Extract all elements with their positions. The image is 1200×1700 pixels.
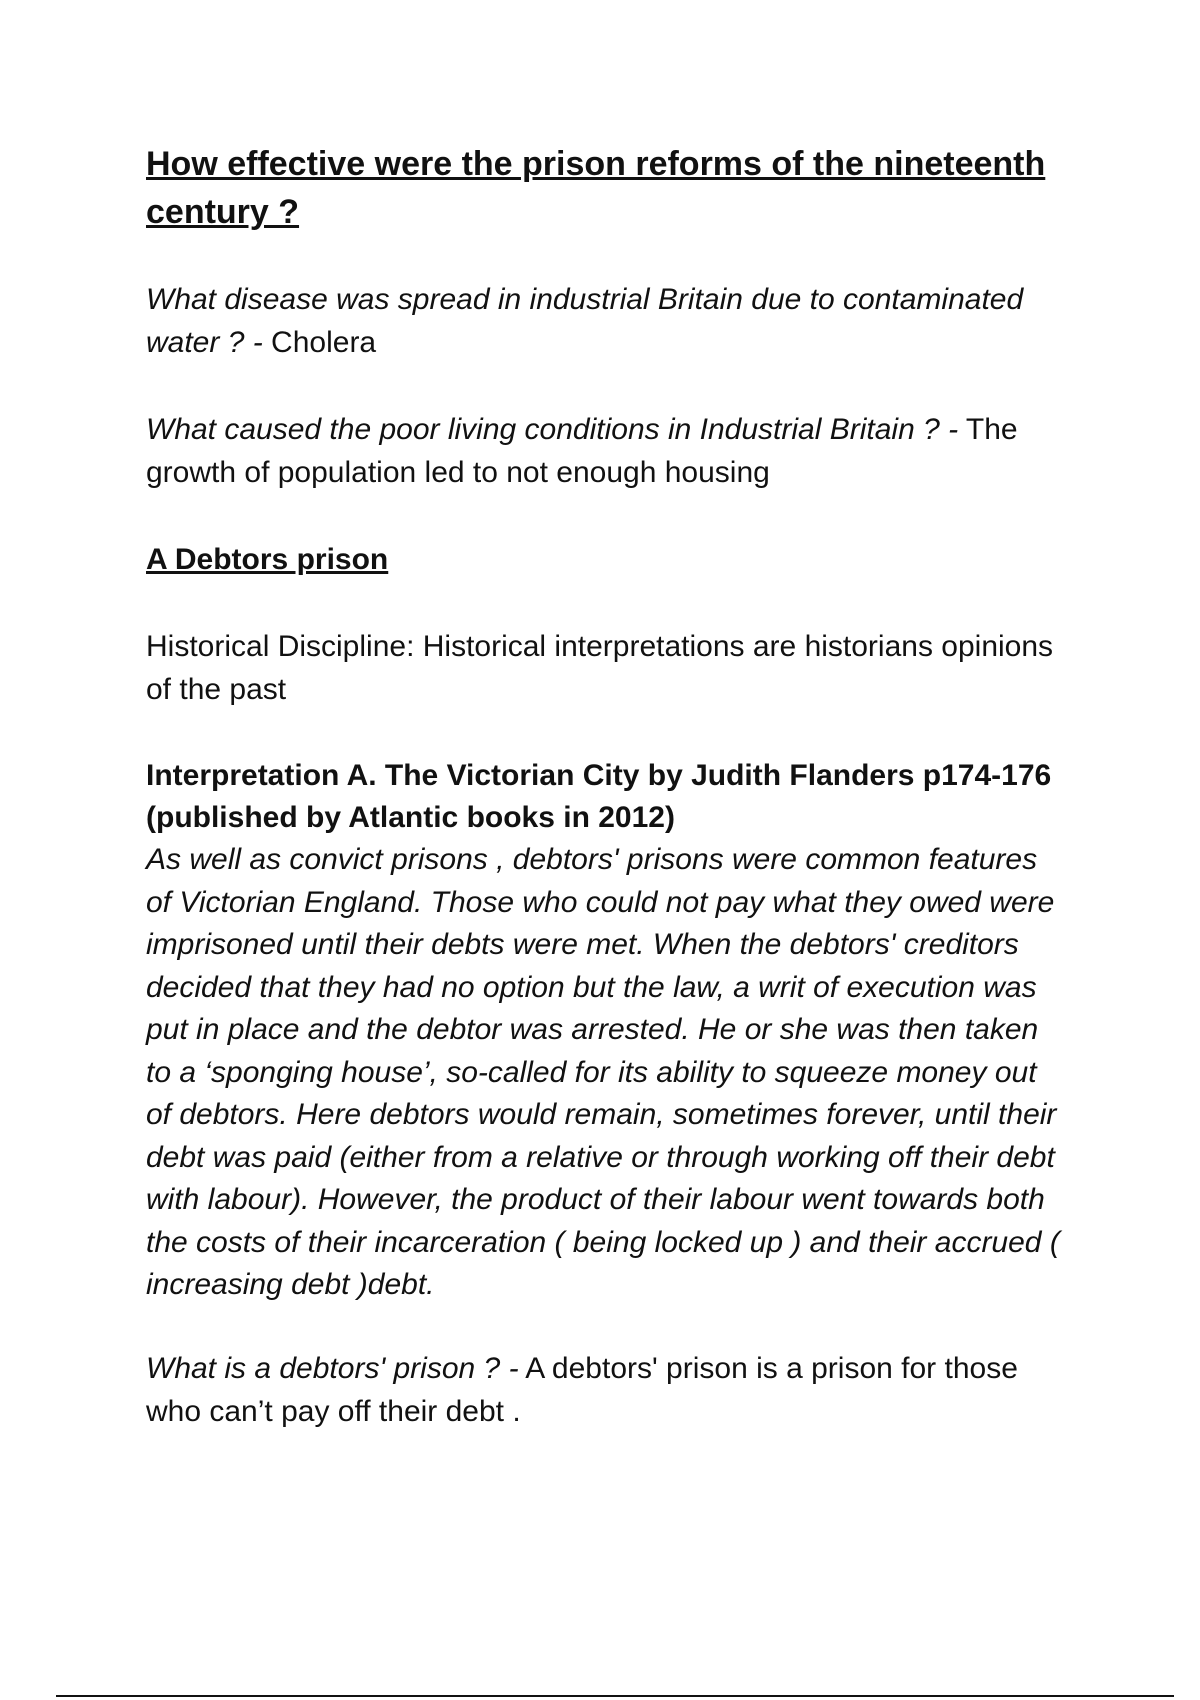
answer-text: A debtors' prison is a prison for those who can’t pay off their debt . [146,1351,1018,1428]
page-title: How effective were the prison reforms of the nineteenth century ? [146,145,1046,231]
discipline-note: Historical Discipline: Historical interpretations are historians opinions of the past [146,630,1054,706]
interpretation-title: Interpretation A. The Victorian City by Judith Flanders p174-176 (published by Atlantic books in 2012) [146,759,1052,834]
qa-disease [146,278,1066,364]
document-page [146,140,1066,1433]
answer-text: The growth of population led to not enough housing [146,413,1018,489]
qa-living-conditions [146,408,1066,494]
interpretation-body: As well as convict prisons , debtors' prisons were common features of Victorian England. Those who could not pay what they owed were imprisoned until their debts were met. When the debtors' creditors decided that they had no option but the law, a writ of execution was put in place and the debtor was arrested. He or she was then taken to a ‘sponging house’, so-called for its ability to squeeze money out of debtors. Here debtors would remain, sometimes forever, until their debt was paid (either from a relative or through working off their debt with labour). However, the product of their labour went towards both the costs of their incarceration ( being locked up ) and their accrued ( increasing debt )debt. [146,843,1060,1301]
section-heading: A Debtors prison [146,543,389,576]
question-text: What disease was spread in industrial Britain due to contaminated water ? - [146,283,1024,359]
question-text: What is a debtors' prison ? - [146,1351,519,1385]
question-text: What caused the poor living conditions in Industrial Britain ? - [146,413,959,446]
answer-text: Cholera [262,326,377,359]
qa-debtors-prison [146,1347,1066,1433]
page-divider [56,1695,1174,1697]
